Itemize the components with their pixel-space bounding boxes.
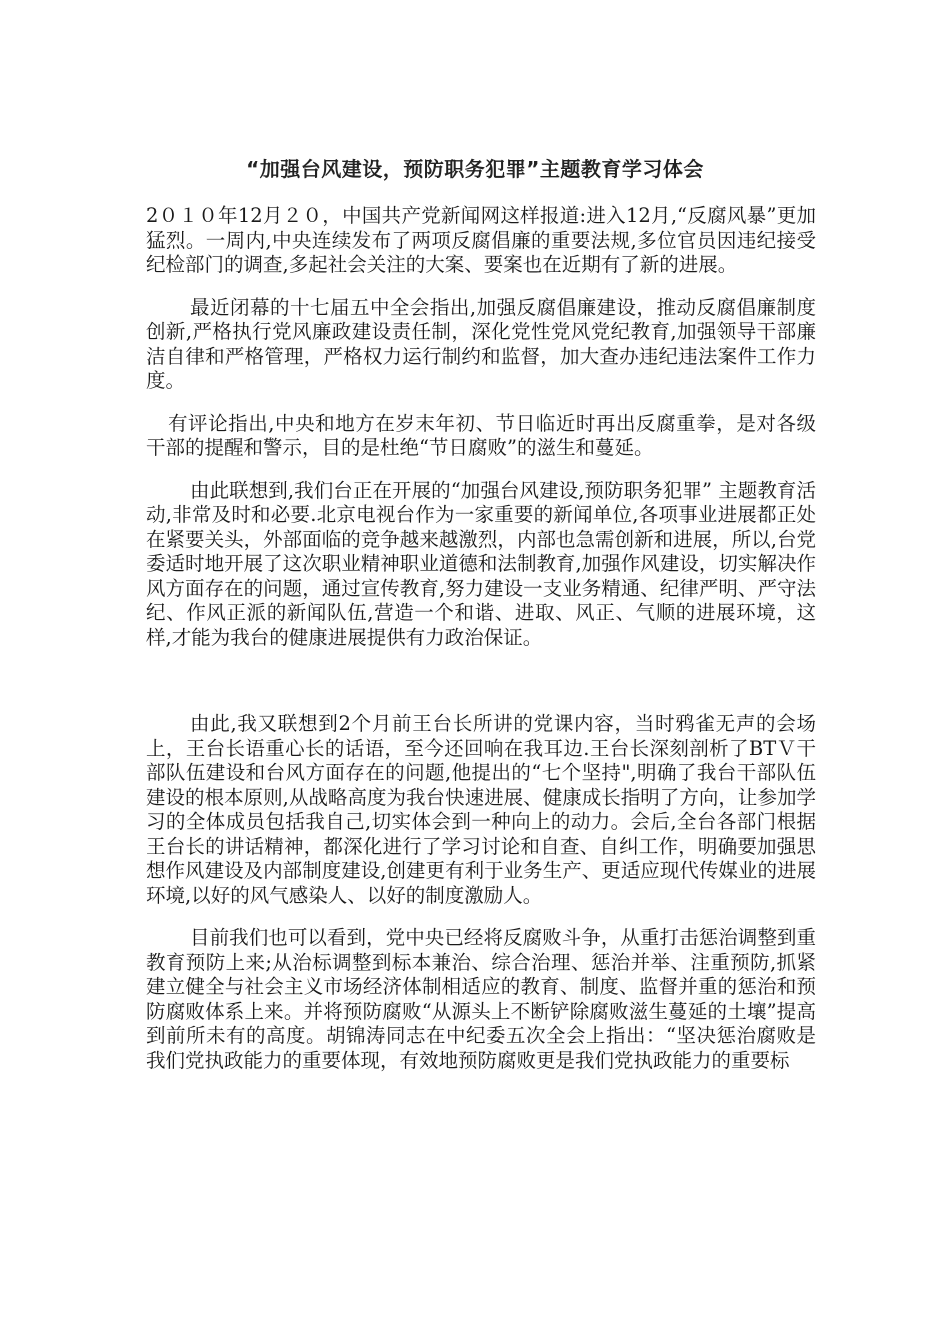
document-body [146,204,816,1091]
document-title: “加强台风建设，预防职务犯罪”主题教育学习体会 [246,157,704,181]
paragraph-1: 2０１０年12月２０，中国共产党新闻网这样报道:进入12月,“反腐风暴”更加猛烈。一周内,中央连续发布了两项反腐倡廉的重要法规,多位官员因违纪接受纪检部门的调查,多起社会关注的大案、要案也在近期有了新的进展。 [146,204,816,276]
paragraph-4: 由此联想到,我们台正在开展的“加强台风建设,预防职务犯罪” 主题教育活动,非常及时和必要.北京电视台作为一家重要的新闻单位,各项事业进展都正处在紧要关头，外部面临的竞争越来越激烈，内部也急需创新和进展，所以,台党委适时地开展了这次职业精神职业道德和法制教育,加强作风建设，切实解决作风方面存在的问题，通过宣传教育,努力建设一支业务精通、纪律严明、严守法纪、作风正派的新闻队伍,营造一个和谐、进取、风正、气顺的进展环境，这样,才能为我台的健康进展提供有力政治保证。 [146,478,816,649]
paragraph-5: 由此,我又联想到2个月前王台长所讲的党课内容，当时鸦雀无声的会场上，王台长语重心长的话语，至今还回响在我耳边.王台长深刻剖析了BTＶ干部队伍建设和台风方面存在的问题,他提出的“七个坚持",明确了我台干部队伍建设的根本原则,从战略高度为我台快速进展、健康成长指明了方向，让参加学习的全体成员包括我自己,切实体会到一种向上的动力。会后,全台各部门根据王台长的讲话精神，都深化进行了学习讨论和自查、自纠工作，明确要加强思想作风建设及内部制度建设,创建更有利于业务生产、更适应现代传媒业的进展环境,以好的风气感染人、以好的制度激励人。 [146,712,816,907]
paragraph-3: 有评论指出,中央和地方在岁末年初、节日临近时再出反腐重拳，是对各级干部的提醒和警示，目的是杜绝“节日腐败”的滋生和蔓延。 [146,411,816,459]
paragraph-2: 最近闭幕的十七届五中全会指出,加强反腐倡廉建设，推动反腐倡廉制度创新,严格执行党风廉政建设责任制，深化党性党风党纪教育,加强领导干部廉洁自律和严格管理，严格权力运行制约和监督，加大查办违纪违法案件工作力度。 [146,295,816,392]
paragraph-6: 目前我们也可以看到，党中央已经将反腐败斗争，从重打击惩治调整到重教育预防上来;从治标调整到标本兼治、综合治理、惩治并举、注重预防,抓紧建立健全与社会主义市场经济体制相适应的教育、制度、监督并重的惩治和预防腐败体系上来。并将预防腐败“从源头上不断铲除腐败滋生蔓延的土壤”提高到前所未有的高度。胡锦涛同志在中纪委五次全会上指出：“坚决惩治腐败是我们党执政能力的重要体现，有效地预防腐败更是我们党执政能力的重要标 [146,926,816,1072]
